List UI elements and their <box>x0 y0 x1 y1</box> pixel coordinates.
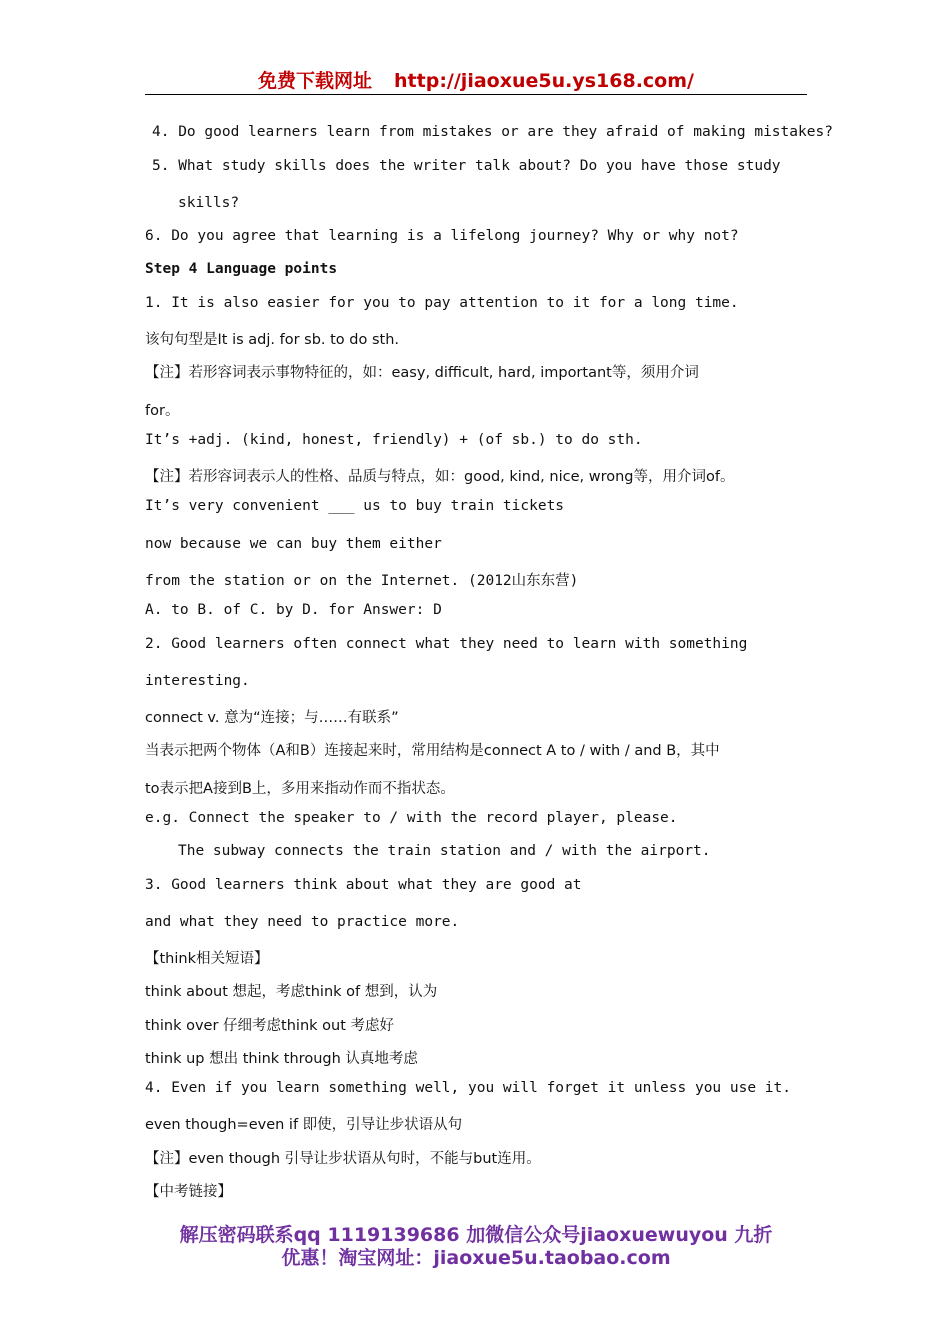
question-4: 4. Do good learners learn from mistakes or are they afraid of making mistakes? <box>152 124 833 140</box>
note-3: 【注】even though 引导让步状语从句时，不能与but连用。 <box>145 1151 541 1167</box>
connect-usage-cont: to表示把A接到B上，多用来指动作而不指状态。 <box>145 781 455 797</box>
footer-line-2: 优惠！淘宝网址：jiaoxue5u.taobao.com <box>281 1247 671 1269</box>
pattern-2: It’s +adj. (kind, honest, friendly) + (of sb.) to do sth. <box>145 432 643 448</box>
exercise-line-1: It’s very convenient ___ us to buy train tickets <box>145 498 565 514</box>
connect-def: connect v. 意为“连接；与……有联系” <box>145 710 399 726</box>
footer-line-1: 解压密码联系qq 1119139686 加微信公众号jiaoxuewuyou 九折 <box>179 1224 773 1246</box>
header-banner <box>145 66 807 95</box>
think-phrase-1: think about 想起，考虑think of 想到，认为 <box>145 984 438 1000</box>
point-2-cont: interesting. <box>145 673 250 689</box>
exam-link-heading: 【中考链接】 <box>145 1184 232 1200</box>
even-though-def: even though=even if 即使，引导让步状语从句 <box>145 1117 463 1133</box>
note-2: 【注】若形容词表示人的性格、品质与特点，如：good, kind, nice, wrong等，用介词of。 <box>145 469 735 485</box>
connect-usage: 当表示把两个物体（A和B）连接起来时，常用结构是connect A to / with / and B，其中 <box>145 743 720 759</box>
exercise-options: A. to B. of C. by D. for Answer: D <box>145 602 442 618</box>
exercise-line-2: now because we can buy them either <box>145 536 442 552</box>
pattern-note: 该句句型是It is adj. for sb. to do sth. <box>145 332 400 348</box>
question-5-cont: skills? <box>178 195 240 211</box>
think-phrase-2: think over 仔细考虑think out 考虑好 <box>145 1018 394 1034</box>
example-2: The subway connects the train station and / with the airport. <box>178 843 711 859</box>
exercise-line-3: from the station or on the Internet. (2012山东东营) <box>145 573 579 589</box>
note-1: 【注】若形容词表示事物特征的，如：easy, difficult, hard, important等，须用介词 <box>145 365 699 381</box>
step-heading: Step 4 Language points <box>145 261 338 277</box>
note-1-cont: for。 <box>145 403 180 419</box>
header-title: 免费下载网址 <box>258 70 373 92</box>
example-1: e.g. Connect the speaker to / with the record player, please. <box>145 810 678 826</box>
point-3-cont: and what they need to practice more. <box>145 914 460 930</box>
think-phrases-heading: 【think相关短语】 <box>145 951 269 967</box>
question-6: 6. Do you agree that learning is a lifelong journey? Why or why not? <box>145 228 739 244</box>
point-2: 2. Good learners often connect what they need to learn with something <box>145 636 748 652</box>
point-4: 4. Even if you learn something well, you will forget it unless you use it. <box>145 1080 792 1096</box>
question-5: 5. What study skills does the writer talk about? Do you have those study <box>152 158 781 174</box>
point-1: 1. It is also easier for you to pay attention to it for a long time. <box>145 295 739 311</box>
point-3: 3. Good learners think about what they are good at <box>145 877 582 893</box>
think-phrase-3: think up 想出 think through 认真地考虑 <box>145 1051 418 1067</box>
header-url[interactable]: http://jiaoxue5u.ys168.com/ <box>394 70 694 92</box>
